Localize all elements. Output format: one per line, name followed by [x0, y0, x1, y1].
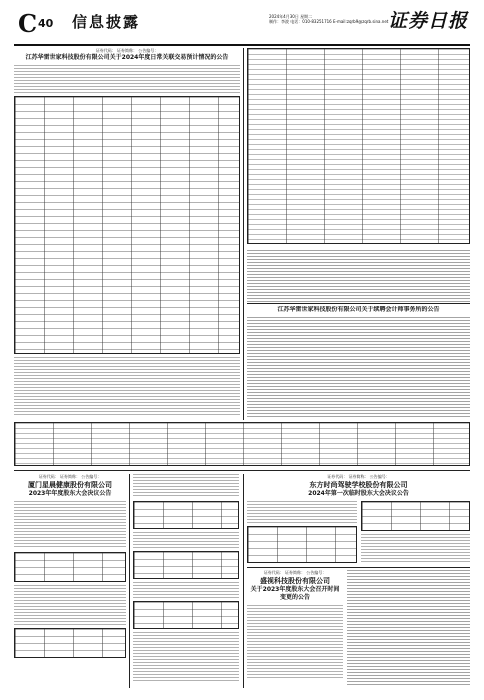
article-body-text	[247, 605, 343, 679]
article-body-text	[361, 534, 471, 563]
article-header: 证券代码： 证券简称： 公告编号：	[263, 570, 327, 575]
article-bottom-right-top	[247, 474, 470, 566]
article-bottom-left-continued	[133, 474, 239, 688]
article-divider	[247, 567, 470, 568]
masthead-meta	[269, 14, 399, 24]
vote-results-table	[361, 501, 471, 531]
company-name: 东方时尚驾驶学校股份有限公司	[309, 481, 408, 489]
section-divider	[14, 470, 470, 471]
article-body-text	[133, 632, 239, 682]
company-name: 盛视科技股份有限公司	[260, 577, 330, 585]
article-top-main	[14, 48, 240, 420]
article-body-text	[247, 317, 470, 419]
vote-results-table	[133, 501, 239, 529]
article-title: 2023年年度股东大会决议公告	[28, 490, 112, 497]
newspaper-logo: 证券日报	[387, 10, 468, 32]
vote-results-table	[133, 601, 239, 629]
article-continued-text	[247, 250, 470, 302]
article-title-continued: 变更的公告	[279, 594, 310, 601]
wide-table	[14, 422, 470, 466]
column-divider	[243, 48, 244, 420]
company-name: 厦门星晨健康股份有限公司	[28, 481, 112, 489]
vote-results-table	[14, 552, 126, 582]
column-divider	[243, 474, 244, 688]
article-bottom-left	[14, 474, 126, 688]
article-body-text	[133, 474, 239, 498]
article-body-text	[133, 582, 239, 598]
article-body-text	[14, 585, 126, 625]
masthead-date: 2024年4月30日 星期二	[269, 14, 313, 19]
article-body-text	[14, 357, 240, 415]
article-title: 关于2023年度股东大会召开时间	[250, 586, 340, 593]
article-divider	[247, 303, 470, 304]
continued-table	[247, 48, 470, 244]
article-body-text	[14, 65, 240, 93]
wide-table-block	[14, 422, 470, 468]
article-header: 证券代码： 证券简称： 公告编号：	[95, 48, 159, 53]
article-body-text	[247, 501, 357, 523]
article-body-text	[347, 570, 470, 686]
masthead-contact: 制作：李波 电话：010-83251716 E-mail:zqrb9@zqrb.sina.net	[269, 19, 389, 24]
article-top-main-continued	[247, 48, 470, 248]
article-bottom-right-bottom	[247, 570, 470, 688]
article-body-text	[14, 501, 126, 549]
article-title: 江苏华雷世家科技股份有限公司关于续聘会计师事务所的公告	[277, 306, 440, 313]
section-letter: C	[18, 9, 38, 38]
article-title: 江苏华雷世家科技股份有限公司关于2024年度日常关联交易预计情况的公告	[25, 54, 229, 61]
article-title: 2024年第一次临时股东大会决议公告	[308, 490, 409, 497]
masthead	[14, 10, 470, 44]
column-divider	[129, 474, 130, 688]
masthead-rule	[14, 44, 470, 46]
article-header: 证券代码： 证券简称： 公告编号：	[327, 474, 390, 479]
article-body-text	[133, 532, 239, 548]
related-transactions-table	[14, 96, 240, 354]
vote-results-table	[133, 551, 239, 579]
article-body-text	[247, 250, 470, 302]
section-name: 信息披露	[72, 13, 141, 31]
article-header: 证券代码： 证券简称： 公告编号：	[38, 474, 102, 479]
page-number: 40	[38, 17, 54, 30]
vote-results-table	[14, 628, 126, 658]
vote-results-table	[247, 526, 357, 563]
article-mid-right	[247, 306, 470, 420]
